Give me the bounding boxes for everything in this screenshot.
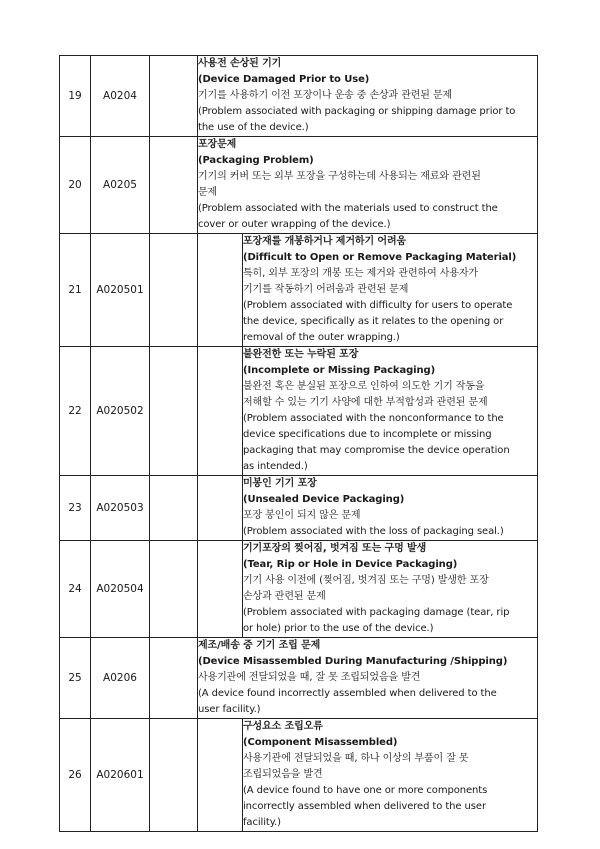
definition-line: (Problem associated with difficulty for users to operate: [243, 300, 513, 311]
level2-indent-cell: [198, 541, 243, 638]
level2-indent-cell: [198, 234, 243, 347]
definition-line: the device, specifically as it relates to the opening or: [243, 316, 504, 327]
definition-line: 기기 사용 이전에 (찢어짐, 벗겨짐 또는 구멍) 발생한 포장: [243, 575, 489, 586]
term-korean: 포장재를 개봉하거나 제거하기 어려움: [243, 236, 407, 247]
level1-indent-cell: [150, 234, 198, 347]
definition-line: as intended.): [243, 461, 308, 472]
term-korean: 사용전 손상된 기기: [198, 58, 282, 69]
definition-line: 기기를 사용하기 이전 포장이나 운송 중 손상과 관련된 문제: [198, 90, 453, 101]
definition-line: (Problem associated with packaging or shipping damage prior to: [198, 106, 516, 117]
definition-line: 사용기관에 전달되었을 때, 잘 못 조립되었음을 발견: [198, 672, 421, 683]
row-number: 25: [60, 638, 91, 719]
problem-code: A020503: [91, 476, 150, 541]
level1-indent-cell: [150, 137, 198, 234]
level1-indent-cell: [150, 347, 198, 476]
level1-indent-cell: [150, 719, 198, 832]
code-table-body: [60, 56, 538, 832]
definition-line: 저해할 수 있는 기기 사양에 대한 부적합성과 관련된 문제: [243, 397, 488, 408]
definition-line: user facility.): [198, 704, 261, 715]
level1-indent-cell: [150, 476, 198, 541]
table-row: [60, 137, 538, 234]
level1-indent-cell: [150, 541, 198, 638]
term-english: (Component Misassembled): [243, 737, 398, 748]
problem-code: A0204: [91, 56, 150, 137]
term-description: [243, 234, 538, 347]
term-description: [243, 476, 538, 541]
definition-line: facility.): [243, 817, 281, 828]
table-row: [60, 234, 538, 347]
term-korean: 포장문제: [198, 139, 237, 150]
definition-line: (Problem associated with packaging damage (tear, rip: [243, 607, 510, 618]
term-english: (Incomplete or Missing Packaging): [243, 365, 436, 376]
term-korean: 미봉인 기기 포장: [243, 478, 317, 489]
definition-line: (A device found to have one or more components: [243, 785, 488, 796]
term-description: [198, 137, 538, 234]
level2-indent-cell: [198, 719, 243, 832]
table-row: [60, 638, 538, 719]
term-korean: 불완전한 또는 누락된 포장: [243, 349, 359, 360]
problem-code: A020502: [91, 347, 150, 476]
term-english: (Device Damaged Prior to Use): [198, 74, 370, 85]
problem-code: A0205: [91, 137, 150, 234]
definition-line: removal of the outer wrapping.): [243, 332, 400, 343]
term-english: (Tear, Rip or Hole in Device Packaging): [243, 559, 458, 570]
problem-code: A0206: [91, 638, 150, 719]
term-description: [243, 347, 538, 476]
definition-line: 조립되었음을 발견: [243, 769, 323, 780]
problem-code: A020501: [91, 234, 150, 347]
definition-line: 기기의 커버 또는 외부 포장을 구성하는데 사용되는 재료와 관련된: [198, 171, 481, 182]
table-row: [60, 541, 538, 638]
term-english: (Packaging Problem): [198, 155, 314, 166]
table-row: [60, 719, 538, 832]
definition-line: (Problem associated with the nonconformance to the: [243, 413, 504, 424]
definition-line: 특히, 외부 포장의 개봉 또는 제거와 관련하여 사용자가: [243, 268, 478, 279]
definition-line: or hole) prior to the use of the device.): [243, 623, 434, 634]
row-number: 23: [60, 476, 91, 541]
level1-indent-cell: [150, 56, 198, 137]
term-description: [243, 541, 538, 638]
problem-code: A020601: [91, 719, 150, 832]
term-description: [198, 638, 538, 719]
definition-line: device specifications due to incomplete or missing: [243, 429, 492, 440]
row-number: 19: [60, 56, 91, 137]
term-description: [243, 719, 538, 832]
definition-line: (Problem associated with the loss of packaging seal.): [243, 526, 504, 537]
row-number: 22: [60, 347, 91, 476]
definition-line: packaging that may compromise the device operation: [243, 445, 510, 456]
definition-line: the use of the device.): [198, 122, 309, 133]
definition-line: 문제: [198, 187, 218, 198]
row-number: 21: [60, 234, 91, 347]
definition-line: 사용기관에 전달되었을 때, 하나 이상의 부품이 잘 못: [243, 753, 469, 764]
term-description: [198, 56, 538, 137]
definition-line: 기기를 작동하기 어려움과 관련된 문제: [243, 284, 409, 295]
row-number: 24: [60, 541, 91, 638]
term-korean: 구성요소 조립오류: [243, 721, 323, 732]
definition-line: 불완전 혹은 분실된 포장으로 인하여 의도한 기기 작동을: [243, 381, 485, 392]
table-row: [60, 347, 538, 476]
definition-line: (A device found incorrectly assembled when delivered to the: [198, 688, 497, 699]
definition-line: (Problem associated with the materials used to construct the: [198, 203, 498, 214]
problem-code: A020504: [91, 541, 150, 638]
table-row: [60, 476, 538, 541]
term-english: (Device Misassembled During Manufacturing /Shipping): [198, 656, 508, 667]
code-table: [59, 55, 538, 832]
definition-line: incorrectly assembled when delivered to the user: [243, 801, 486, 812]
level2-indent-cell: [198, 476, 243, 541]
table-row: [60, 56, 538, 137]
term-korean: 제조/배송 중 기기 조립 문제: [198, 640, 321, 651]
term-english: (Difficult to Open or Remove Packaging Material): [243, 252, 517, 263]
definition-line: cover or outer wrapping of the device.): [198, 219, 391, 230]
term-english: (Unsealed Device Packaging): [243, 494, 405, 505]
level1-indent-cell: [150, 638, 198, 719]
row-number: 20: [60, 137, 91, 234]
definition-line: 포장 봉인이 되지 않은 문제: [243, 510, 361, 521]
term-korean: 기기포장의 찢어짐, 벗겨짐 또는 구멍 발생: [243, 543, 427, 554]
row-number: 26: [60, 719, 91, 832]
definition-line: 손상과 관련된 문제: [243, 591, 326, 602]
level2-indent-cell: [198, 347, 243, 476]
